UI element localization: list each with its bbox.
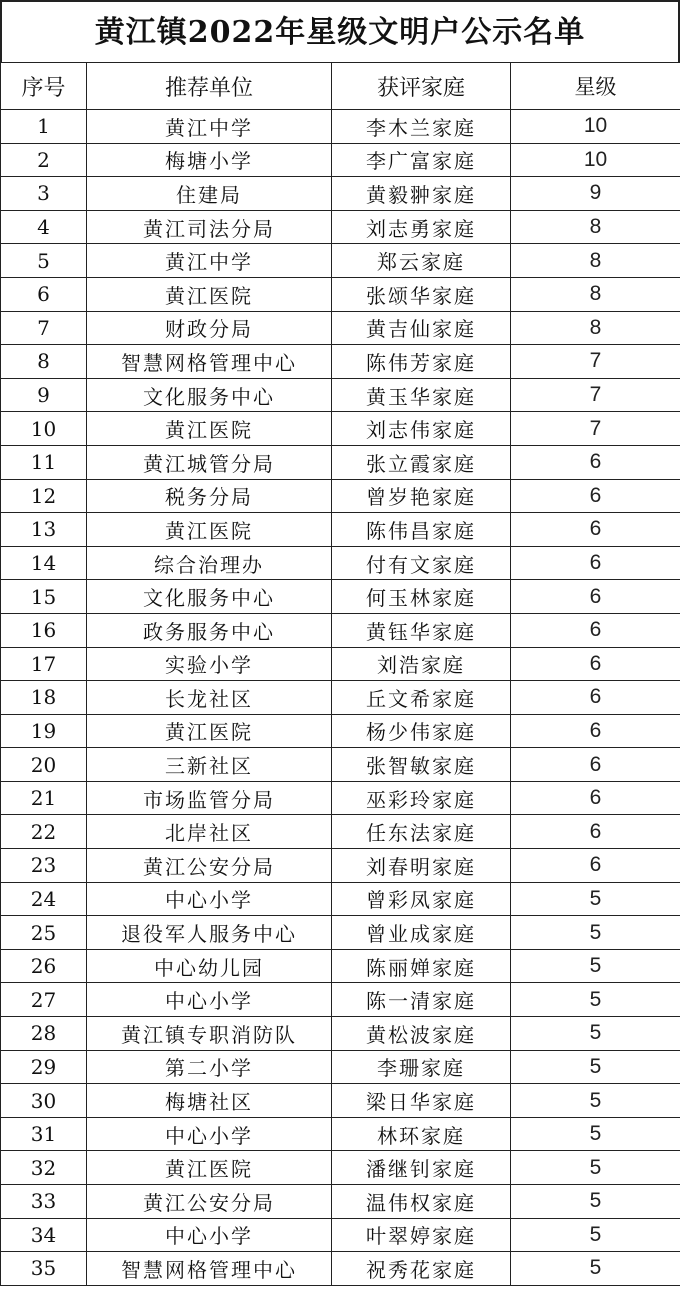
- table-row: [1, 445, 680, 479]
- cell-unit: 长龙社区: [87, 681, 332, 715]
- cell-index: 26: [1, 949, 87, 983]
- cell-family: 刘志勇家庭: [332, 210, 511, 244]
- cell-unit: 黄江公安分局: [87, 1185, 332, 1219]
- cell-stars: 8: [511, 277, 680, 311]
- table-row: [1, 781, 680, 815]
- cell-index: 11: [1, 445, 87, 479]
- cell-family: 梁日华家庭: [332, 1084, 511, 1118]
- cell-unit: 中心小学: [87, 983, 332, 1017]
- header-index: 序号: [1, 63, 87, 110]
- cell-index: 17: [1, 647, 87, 681]
- cell-family: 付有文家庭: [332, 546, 511, 580]
- cell-unit: 中心小学: [87, 1218, 332, 1252]
- cell-family: 陈伟昌家庭: [332, 513, 511, 547]
- table-row: [1, 1151, 680, 1185]
- cell-family: 黄松波家庭: [332, 1017, 511, 1051]
- cell-index: 32: [1, 1151, 87, 1185]
- cell-stars: 5: [511, 1151, 680, 1185]
- cell-index: 7: [1, 311, 87, 345]
- cell-family: 李珊家庭: [332, 1050, 511, 1084]
- table-row: [1, 647, 680, 681]
- cell-family: 叶翠婷家庭: [332, 1218, 511, 1252]
- cell-index: 27: [1, 983, 87, 1017]
- cell-unit: 北岸社区: [87, 815, 332, 849]
- cell-unit: 黄江医院: [87, 513, 332, 547]
- page-title: 黄江镇2022年星级文明户公示名单: [0, 0, 680, 62]
- cell-stars: 5: [511, 1185, 680, 1219]
- cell-unit: 黄江中学: [87, 244, 332, 278]
- cell-stars: 9: [511, 177, 680, 211]
- cell-family: 曾业成家庭: [332, 916, 511, 950]
- table-row: [1, 1218, 680, 1252]
- cell-stars: 5: [511, 1117, 680, 1151]
- table-row: [1, 513, 680, 547]
- cell-stars: 6: [511, 546, 680, 580]
- cell-family: 黄钰华家庭: [332, 613, 511, 647]
- cell-stars: 6: [511, 748, 680, 782]
- cell-index: 5: [1, 244, 87, 278]
- cell-family: 巫彩玲家庭: [332, 781, 511, 815]
- cell-unit: 实验小学: [87, 647, 332, 681]
- cell-stars: 7: [511, 378, 680, 412]
- cell-stars: 6: [511, 647, 680, 681]
- cell-index: 29: [1, 1050, 87, 1084]
- cell-index: 1: [1, 110, 87, 144]
- table-row: [1, 311, 680, 345]
- table-row: [1, 714, 680, 748]
- cell-stars: 5: [511, 1017, 680, 1051]
- cell-index: 18: [1, 681, 87, 715]
- cell-family: 李广富家庭: [332, 143, 511, 177]
- cell-index: 13: [1, 513, 87, 547]
- cell-index: 25: [1, 916, 87, 950]
- cell-stars: 7: [511, 412, 680, 446]
- cell-stars: 6: [511, 781, 680, 815]
- cell-index: 31: [1, 1117, 87, 1151]
- cell-index: 20: [1, 748, 87, 782]
- cell-unit: 黄江司法分局: [87, 210, 332, 244]
- table-row: [1, 882, 680, 916]
- cell-stars: 6: [511, 580, 680, 614]
- cell-index: 22: [1, 815, 87, 849]
- cell-index: 16: [1, 613, 87, 647]
- cell-family: 黄吉仙家庭: [332, 311, 511, 345]
- cell-unit: 智慧网格管理中心: [87, 1252, 332, 1286]
- cell-family: 丘文希家庭: [332, 681, 511, 715]
- cell-index: 30: [1, 1084, 87, 1118]
- header-unit: 推荐单位: [87, 63, 332, 110]
- cell-index: 8: [1, 345, 87, 379]
- table-header: [1, 63, 680, 110]
- cell-family: 曾岁艳家庭: [332, 479, 511, 513]
- cell-index: 33: [1, 1185, 87, 1219]
- cell-index: 4: [1, 210, 87, 244]
- cell-stars: 5: [511, 916, 680, 950]
- cell-unit: 中心小学: [87, 882, 332, 916]
- table-row: [1, 815, 680, 849]
- table-row: [1, 748, 680, 782]
- cell-unit: 综合治理办: [87, 546, 332, 580]
- table-row: [1, 1252, 680, 1286]
- table-row: [1, 479, 680, 513]
- cell-unit: 财政分局: [87, 311, 332, 345]
- cell-family: 张颂华家庭: [332, 277, 511, 311]
- table-row: [1, 1117, 680, 1151]
- cell-family: 曾彩凤家庭: [332, 882, 511, 916]
- table-body: [1, 110, 680, 1286]
- cell-stars: 5: [511, 1218, 680, 1252]
- cell-family: 张立霞家庭: [332, 445, 511, 479]
- cell-stars: 6: [511, 815, 680, 849]
- cell-stars: 6: [511, 714, 680, 748]
- table-row: [1, 244, 680, 278]
- cell-family: 黄毅翀家庭: [332, 177, 511, 211]
- cell-unit: 黄江镇专职消防队: [87, 1017, 332, 1051]
- cell-family: 任东法家庭: [332, 815, 511, 849]
- cell-unit: 梅塘社区: [87, 1084, 332, 1118]
- cell-family: 刘春明家庭: [332, 849, 511, 883]
- cell-stars: 8: [511, 311, 680, 345]
- cell-stars: 6: [511, 445, 680, 479]
- cell-index: 2: [1, 143, 87, 177]
- cell-stars: 5: [511, 1084, 680, 1118]
- cell-stars: 6: [511, 681, 680, 715]
- table-row: [1, 546, 680, 580]
- cell-unit: 中心幼儿园: [87, 949, 332, 983]
- cell-index: 14: [1, 546, 87, 580]
- cell-stars: 6: [511, 613, 680, 647]
- cell-index: 15: [1, 580, 87, 614]
- cell-stars: 5: [511, 949, 680, 983]
- cell-unit: 黄江中学: [87, 110, 332, 144]
- cell-unit: 黄江医院: [87, 714, 332, 748]
- cell-stars: 5: [511, 983, 680, 1017]
- table-row: [1, 849, 680, 883]
- table-row: [1, 110, 680, 144]
- cell-unit: 智慧网格管理中心: [87, 345, 332, 379]
- cell-unit: 三新社区: [87, 748, 332, 782]
- header-row: [1, 63, 680, 110]
- cell-family: 何玉林家庭: [332, 580, 511, 614]
- cell-stars: 5: [511, 1050, 680, 1084]
- cell-unit: 文化服务中心: [87, 580, 332, 614]
- cell-index: 35: [1, 1252, 87, 1286]
- cell-unit: 第二小学: [87, 1050, 332, 1084]
- table-row: [1, 1050, 680, 1084]
- table-row: [1, 983, 680, 1017]
- cell-unit: 黄江公安分局: [87, 849, 332, 883]
- cell-index: 10: [1, 412, 87, 446]
- cell-index: 19: [1, 714, 87, 748]
- cell-family: 黄玉华家庭: [332, 378, 511, 412]
- cell-index: 9: [1, 378, 87, 412]
- table-row: [1, 412, 680, 446]
- cell-index: 34: [1, 1218, 87, 1252]
- cell-stars: 5: [511, 882, 680, 916]
- cell-family: 杨少伟家庭: [332, 714, 511, 748]
- table-row: [1, 613, 680, 647]
- cell-index: 21: [1, 781, 87, 815]
- table-row: [1, 378, 680, 412]
- cell-unit: 黄江医院: [87, 1151, 332, 1185]
- cell-unit: 黄江城管分局: [87, 445, 332, 479]
- table-row: [1, 1017, 680, 1051]
- table-row: [1, 345, 680, 379]
- cell-family: 陈伟芳家庭: [332, 345, 511, 379]
- award-table: [0, 62, 680, 1286]
- cell-family: 温伟权家庭: [332, 1185, 511, 1219]
- cell-family: 陈丽婵家庭: [332, 949, 511, 983]
- cell-stars: 10: [511, 110, 680, 144]
- table-row: [1, 949, 680, 983]
- cell-family: 李木兰家庭: [332, 110, 511, 144]
- cell-stars: 6: [511, 849, 680, 883]
- header-family: 获评家庭: [332, 63, 511, 110]
- cell-unit: 税务分局: [87, 479, 332, 513]
- cell-family: 郑云家庭: [332, 244, 511, 278]
- cell-unit: 文化服务中心: [87, 378, 332, 412]
- table-row: [1, 580, 680, 614]
- header-stars: 星级: [511, 63, 680, 110]
- cell-family: 刘志伟家庭: [332, 412, 511, 446]
- table-row: [1, 916, 680, 950]
- cell-unit: 黄江医院: [87, 277, 332, 311]
- cell-family: 刘浩家庭: [332, 647, 511, 681]
- cell-unit: 退役军人服务中心: [87, 916, 332, 950]
- cell-unit: 市场监管分局: [87, 781, 332, 815]
- cell-index: 6: [1, 277, 87, 311]
- cell-family: 潘继钊家庭: [332, 1151, 511, 1185]
- cell-stars: 6: [511, 513, 680, 547]
- cell-index: 3: [1, 177, 87, 211]
- cell-stars: 6: [511, 479, 680, 513]
- cell-stars: 5: [511, 1252, 680, 1286]
- cell-unit: 中心小学: [87, 1117, 332, 1151]
- table-row: [1, 277, 680, 311]
- cell-family: 陈一清家庭: [332, 983, 511, 1017]
- cell-stars: 8: [511, 210, 680, 244]
- cell-unit: 住建局: [87, 177, 332, 211]
- cell-family: 林环家庭: [332, 1117, 511, 1151]
- table-row: [1, 210, 680, 244]
- cell-family: 张智敏家庭: [332, 748, 511, 782]
- cell-unit: 政务服务中心: [87, 613, 332, 647]
- cell-unit: 黄江医院: [87, 412, 332, 446]
- table-row: [1, 1185, 680, 1219]
- cell-index: 23: [1, 849, 87, 883]
- table-row: [1, 177, 680, 211]
- cell-index: 28: [1, 1017, 87, 1051]
- cell-stars: 10: [511, 143, 680, 177]
- cell-index: 12: [1, 479, 87, 513]
- cell-stars: 7: [511, 345, 680, 379]
- cell-family: 祝秀花家庭: [332, 1252, 511, 1286]
- cell-unit: 梅塘小学: [87, 143, 332, 177]
- table-row: [1, 143, 680, 177]
- cell-index: 24: [1, 882, 87, 916]
- cell-stars: 8: [511, 244, 680, 278]
- table-row: [1, 1084, 680, 1118]
- table-row: [1, 681, 680, 715]
